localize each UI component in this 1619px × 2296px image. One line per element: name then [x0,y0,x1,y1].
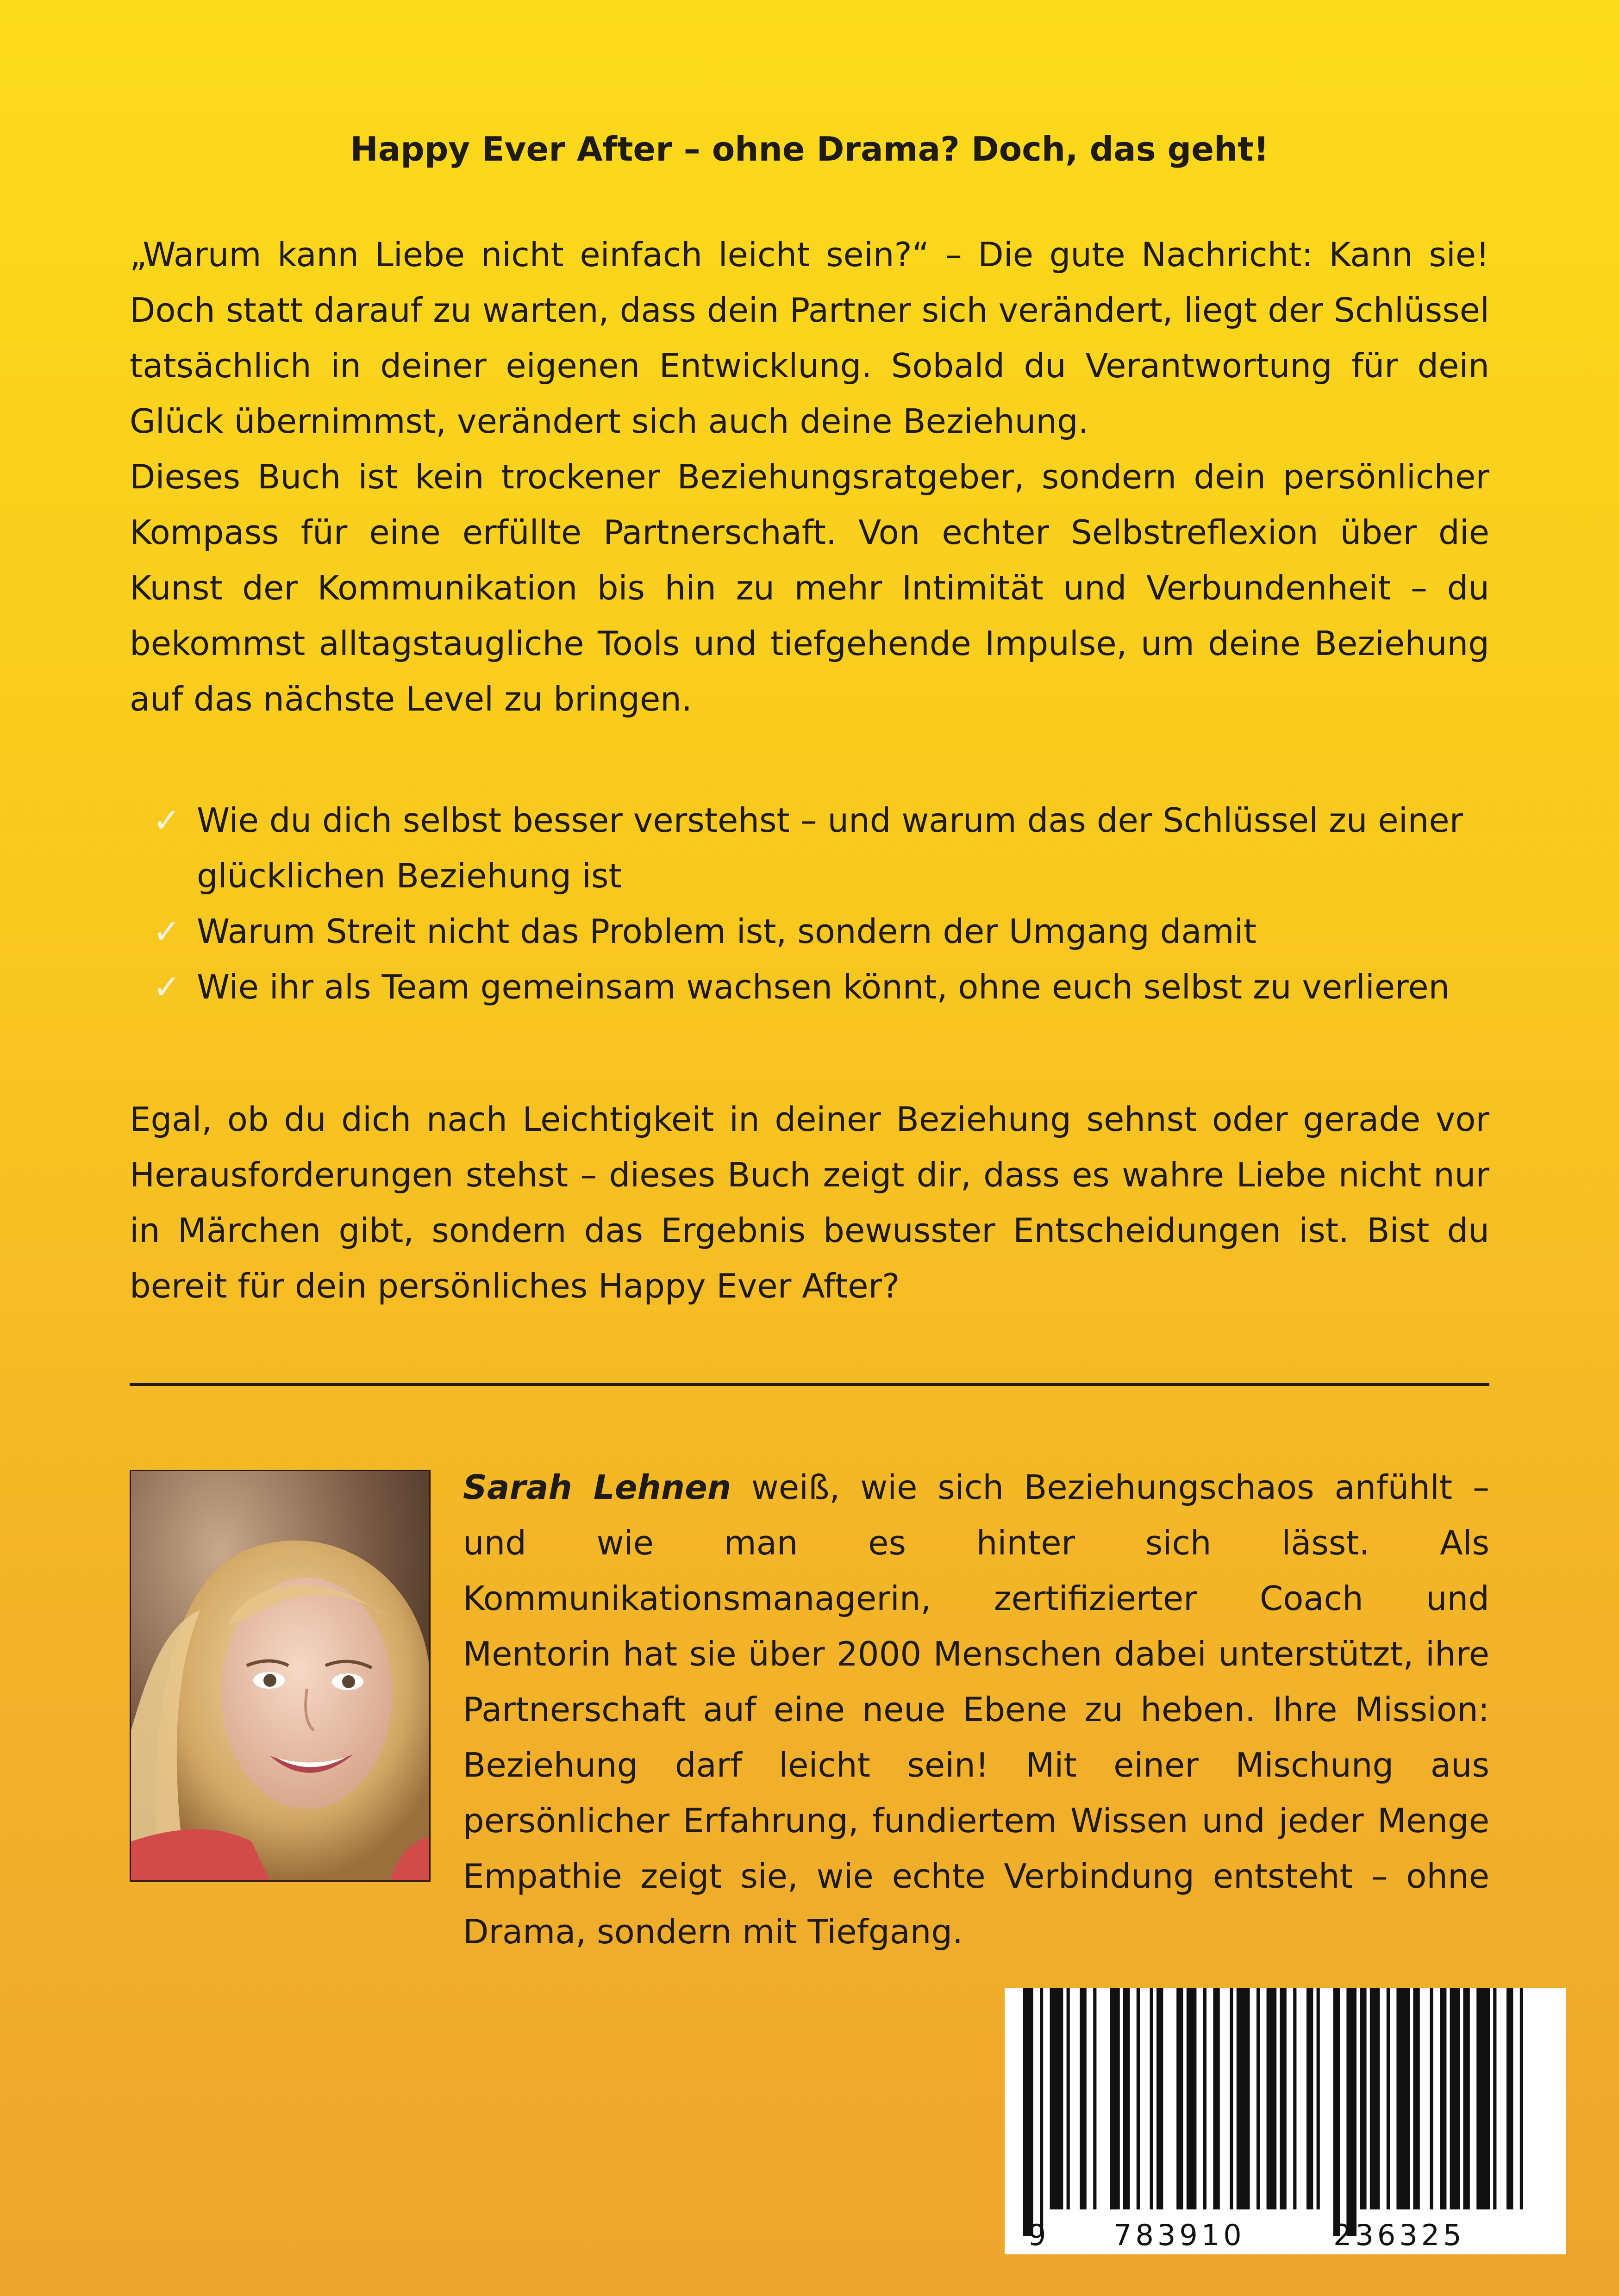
barcode-bar [1137,1988,1140,2209]
barcode-bar [1293,1988,1296,2209]
barcode-bar [1520,1988,1523,2209]
barcode-left-digits: 783910 [1113,2218,1245,2252]
barcode-bar [1476,1988,1490,2209]
barcode-bar [1333,1988,1340,2236]
barcode-bar [1317,1988,1320,2209]
benefit-item [153,904,1495,959]
intro-paragraph-2: Dieses Buch ist kein trockener Beziehungsratgeber, sondern dein persönlicher Kompass für eine erfüllte Partnerschaft. Von echter Selbstreflexion über die Kunst der Kommunikation bis hin zu mehr Intimität und Verbundenheit – du bekommst alltagstaugliche Tools und tiefgehende Impulse, um deine Beziehung auf das nächste Level zu bringen. [130,457,1489,718]
barcode-bar [1370,1988,1380,2209]
section-divider [130,1383,1489,1386]
barcode-bars [1023,1988,1523,2236]
barcode-bar [1463,1988,1469,2209]
outro-text: Egal, ob du dich nach Leichtigkeit in deiner Beziehung sehnst oder gerade vor Herausforderungen stehst – dieses Buch zeigt dir, dass es wahre Liebe nicht nur in Märchen gibt, sondern das Ergebnis bewusster Entscheidungen ist. Bist du bereit für dein persönliches Happy Ever After? [130,1100,1489,1305]
barcode-bar [1067,1988,1070,2209]
barcode-bar [1237,1988,1250,2209]
barcode-bar [1213,1988,1219,2209]
barcode-bar [1360,1988,1366,2209]
barcode-bar [1396,1988,1410,2209]
barcode-bar [1267,1988,1277,2209]
barcode-bar [1450,1988,1460,2209]
barcode-bar [1387,1988,1390,2209]
barcode-lead-digit: 9 [1028,2218,1046,2252]
barcode-bar [1493,1988,1496,2209]
barcode-bar [1040,1988,1043,2236]
barcode-bar [1230,1988,1233,2209]
barcode-bar [1430,1988,1433,2209]
author-name: Sarah Lehnen [463,1468,731,1507]
intro-text [130,227,1489,727]
benefit-text: Wie du dich selbst besser verstehst – und warum das der Schlüssel zu einer glücklichen Beziehung ist [197,801,1463,895]
barcode-bar [1080,1988,1086,2209]
barcode-bar [1346,1988,1356,2236]
checkmark-icon: ✓ [153,801,181,840]
barcode-bar [1093,1988,1096,2209]
benefit-item [153,959,1495,1015]
barcode-bar [1280,1988,1286,2209]
barcode-bar [1506,1988,1513,2209]
barcode-bar [1050,1988,1063,2209]
benefit-text: Warum Streit nicht das Problem ist, sondern der Umgang damit [197,912,1256,951]
checkmark-icon: ✓ [153,912,181,951]
barcode-bar [1203,1988,1206,2209]
barcode-right-digits: 236325 [1333,2218,1465,2252]
barcode-bar [1306,1988,1313,2209]
intro-paragraph-1: „Warum kann Liebe nicht einfach leicht sein?“ – Die gute Nachricht: Kann sie! Doch statt darauf zu warten, dass dein Partner sich verändert, liegt der Schlüssel tatsächlich in deiner eigenen Entwicklung. Sobald du Verantwortung für dein Glück übernimmst, verändert sich auch deine Beziehung. [130,235,1489,441]
barcode-bar [1187,1988,1197,2209]
barcode-bar [1123,1988,1130,2209]
author-portrait [130,1470,431,1882]
barcode-bar [1256,1988,1260,2209]
barcode-bar [1413,1988,1419,2209]
barcode-bar [1176,1988,1183,2209]
author-bio [463,1460,1489,1959]
checkmark-icon: ✓ [153,967,181,1006]
barcode-bar [1110,1988,1120,2209]
barcode-bar [1440,1988,1446,2209]
back-cover-headline: Happy Ever After – ohne Drama? Doch, das geht! [350,130,1269,168]
barcode-bar [1023,1988,1033,2236]
isbn-barcode [1005,1988,1566,2254]
benefit-text: Wie ihr als Team gemeinsam wachsen könnt, ohne euch selbst zu verlieren [197,967,1450,1006]
barcode-bar [1156,1988,1163,2209]
benefit-list [153,792,1495,1015]
benefit-item [153,792,1495,904]
barcode-bar [1150,1988,1153,2209]
author-bio-text: weiß, wie sich Beziehungschaos anfühlt – und wie man es hinter sich lässt. Als Kommunikationsmanagerin, zertifizierter Coach und Mentorin hat sie über 2000 Menschen dabei unterstützt, ihre Partnerschaft auf eine neue Ebene zu heben. Ihre Mission: Beziehung darf leicht sein! Mit einer Mischung aus persönlicher Erfahrung, fundiertem Wissen und jeder Menge Empathie zeigt sie, wie echte Verbindung entsteht – ohne Drama, sondern mit Tiefgang. [463,1468,1489,1951]
